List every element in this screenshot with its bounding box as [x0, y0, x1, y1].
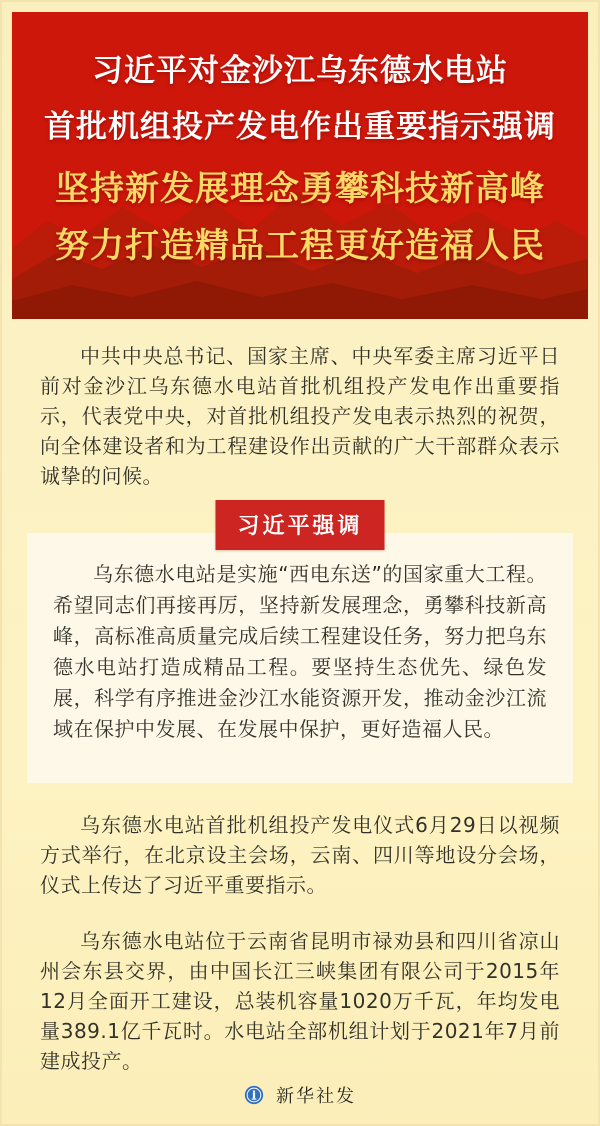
subheadline-line-1: 坚持新发展理念勇攀科技新高峰 [55, 169, 545, 209]
xinhua-logo-icon [244, 1085, 264, 1105]
intro-paragraph: 中共中央总书记、国家主席、中央军委主席习近平日前对金沙江乌东德水电站首批机组投产发电作出重要指示，代表党中央，对首批机组投产发电表示热烈的祝贺，向全体建设者和为工程建设作出贡献的广大干部群众表示诚挚的问候。 [40, 344, 560, 488]
credit-text: 新华社发 [276, 1086, 356, 1107]
quote-badge: 习近平强调 [215, 500, 384, 550]
headline-line-1: 习近平对金沙江乌东德水电站 [92, 53, 508, 89]
credit-line [0, 1082, 600, 1108]
subheadline-line-2: 努力打造精品工程更好造福人民 [55, 226, 545, 266]
headline-line-2: 首批机组投产发电作出重要指示强调 [44, 109, 556, 145]
headline-titles [12, 12, 588, 265]
quote-box [27, 533, 573, 783]
headline-banner [12, 12, 588, 319]
ceremony-paragraph: 乌东德水电站首批机组投产发电仪式6月29日以视频方式举行，在北京设主会场，云南、四川等地设分会场，仪式上传达了习近平重要指示。 [40, 813, 560, 897]
project-paragraph: 乌东德水电站位于云南省昆明市禄劝县和四川省凉山州会东县交界，由中国长江三峡集团有限公司于2015年12月全面开工建设，总装机容量1020万千瓦，年均发电量389.1亿千瓦时。水电站全部机组计划于2021年7月前建成投产。 [40, 929, 560, 1073]
quote-text: 乌东德水电站是实施“西电东送”的国家重大工程。希望同志们再接再厉，坚持新发展理念，勇攀科技新高峰，高标准高质量完成后续工程建设任务，努力把乌东德水电站打造成精品工程。要坚持生态优先、绿色发展，科学有序推进金沙江水能资源开发，推动金沙江流域在保护中发展、在发展中保护，更好造福人民。 [53, 562, 547, 741]
